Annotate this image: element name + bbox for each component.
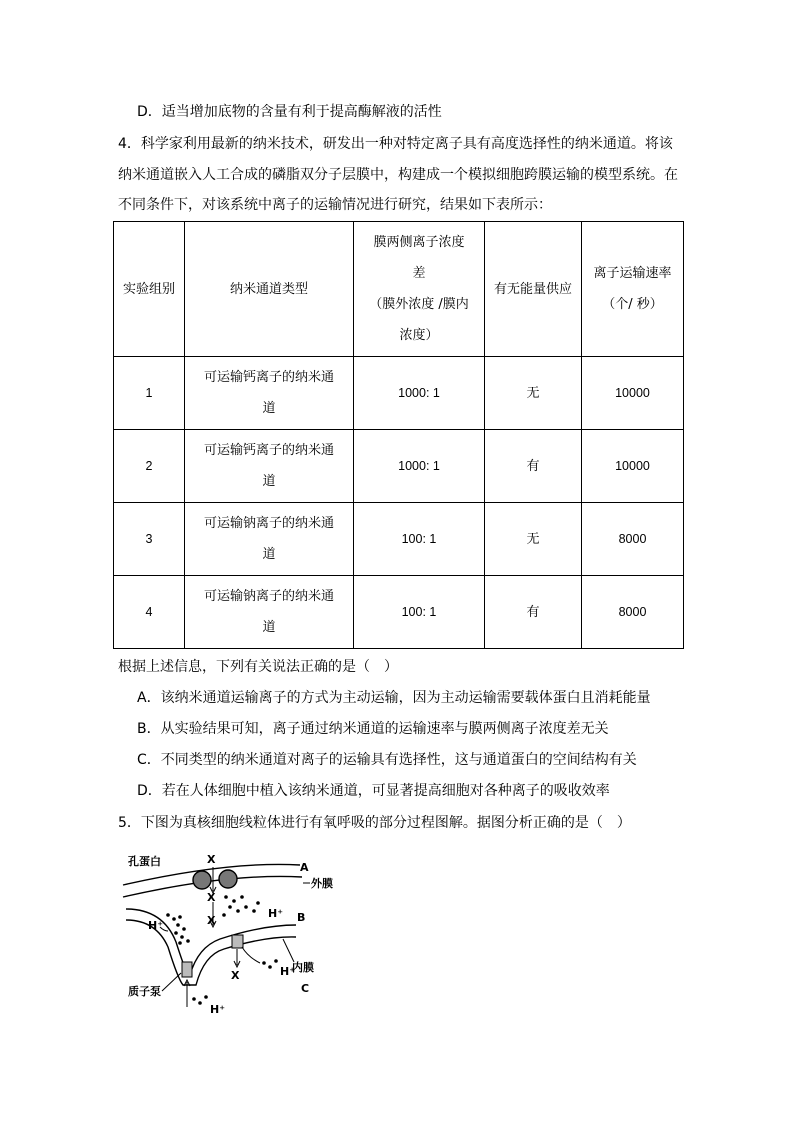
header-rate-line: 离子运输速率 xyxy=(593,266,672,281)
header-energy: 有无能量供应 xyxy=(485,222,582,357)
label-outer-membrane: 外膜 xyxy=(311,877,333,890)
label-porin: 孔蛋白 xyxy=(128,855,161,868)
header-conc-line: 差 xyxy=(412,266,426,281)
q4-stem-line-3: 不同条件下，对该系统中离子的运输情况进行研究，结果如下表所示： xyxy=(118,197,552,213)
label-x-low: X xyxy=(207,914,216,927)
header-conc-line: 膜两侧离子浓度 xyxy=(373,235,465,250)
label-x-mid: X xyxy=(207,891,216,904)
cell-channel: 可运输钠离子的纳米通 道 xyxy=(185,576,354,649)
cell-channel: 可运输钠离子的纳米通 道 xyxy=(185,503,354,576)
label-x-top: X xyxy=(207,853,216,866)
q4-option-d: D．若在人体细胞中植入该纳米通道，可显著提高细胞对各种离子的吸收效率 xyxy=(137,783,610,799)
label-h-right: H⁺ xyxy=(268,907,284,920)
q3-option-d: D．适当增加底物的含量有利于提高酶解液的活性 xyxy=(137,104,442,120)
header-concentration xyxy=(354,222,485,357)
cell-rate: 8000 xyxy=(582,576,684,649)
cell-group: 3 xyxy=(114,503,185,576)
header-channel: 纳米通道类型 xyxy=(185,222,354,357)
label-c: C xyxy=(301,982,310,995)
porin-icon xyxy=(193,871,211,889)
table-row xyxy=(114,430,684,503)
header-conc-line: 浓度） xyxy=(399,328,439,343)
table-row xyxy=(114,576,684,649)
cell-concentration: 100: 1 xyxy=(354,503,485,576)
q4-option-a: A．该纳米通道运输离子的方式为主动运输，因为主动运输需要载体蛋白且消耗能量 xyxy=(137,690,651,706)
header-rate xyxy=(582,222,684,357)
label-inner-membrane: 内膜 xyxy=(292,961,314,974)
cell-rate: 10000 xyxy=(582,430,684,503)
experiment-table xyxy=(113,221,684,649)
cell-concentration: 1000: 1 xyxy=(354,357,485,430)
table-row xyxy=(114,357,684,430)
header-conc-line: （膜外浓度 /膜内 xyxy=(369,297,469,312)
label-x-out: X xyxy=(231,969,240,982)
cell-channel: 可运输钙离子的纳米通 道 xyxy=(185,357,354,430)
q4-option-c: C．不同类型的纳米通道对离子的运输具有选择性，这与通道蛋白的空间结构有关 xyxy=(137,752,637,768)
cell-concentration: 100: 1 xyxy=(354,576,485,649)
h-arrow xyxy=(242,947,260,963)
label-proton-pump: 质子泵 xyxy=(128,985,161,998)
cell-rate: 10000 xyxy=(582,357,684,430)
mitochondria-diagram xyxy=(118,847,338,1017)
cell-rate: 8000 xyxy=(582,503,684,576)
cell-group: 2 xyxy=(114,430,185,503)
header-group: 实验组别 xyxy=(114,222,185,357)
q4-stem-line-1: 4．科学家利用最新的纳米技术，研发出一种对特定离子具有高度选择性的纳米通道。将该 xyxy=(118,136,673,152)
label-h-matrix: H⁺ xyxy=(280,965,296,978)
label-h-bottom: H⁺ xyxy=(210,1003,226,1016)
cell-energy: 有 xyxy=(485,576,582,649)
proton-pump-icon xyxy=(182,962,192,977)
label-h-left: H⁺ xyxy=(148,919,164,932)
label-b: B xyxy=(297,911,306,924)
cell-channel: 可运输钙离子的纳米通 道 xyxy=(185,430,354,503)
cell-concentration: 1000: 1 xyxy=(354,430,485,503)
cell-group: 4 xyxy=(114,576,185,649)
q4-question: 根据上述信息，下列有关说法正确的是（ ） xyxy=(118,659,398,675)
cell-energy: 有 xyxy=(485,430,582,503)
table-header-row xyxy=(114,222,684,357)
proton-pump-icon xyxy=(232,935,243,948)
q4-stem-line-2: 纳米通道嵌入人工合成的磷脂双分子层膜中，构建成一个模拟细胞跨膜运输的模型系统。在 xyxy=(118,167,678,183)
cell-energy: 无 xyxy=(485,503,582,576)
q4-option-b: B．从实验结果可知，离子通过纳米通道的运输速率与膜两侧离子浓度差无关 xyxy=(137,721,609,737)
q5-stem: 5．下图为真核细胞线粒体进行有氧呼吸的部分过程图解。据图分析正确的是（ ） xyxy=(118,815,631,831)
cell-group: 1 xyxy=(114,357,185,430)
table-row xyxy=(114,503,684,576)
porin-icon xyxy=(219,870,237,888)
header-rate-line: （个/ 秒） xyxy=(602,297,663,312)
label-a: A xyxy=(300,861,309,874)
cell-energy: 无 xyxy=(485,357,582,430)
